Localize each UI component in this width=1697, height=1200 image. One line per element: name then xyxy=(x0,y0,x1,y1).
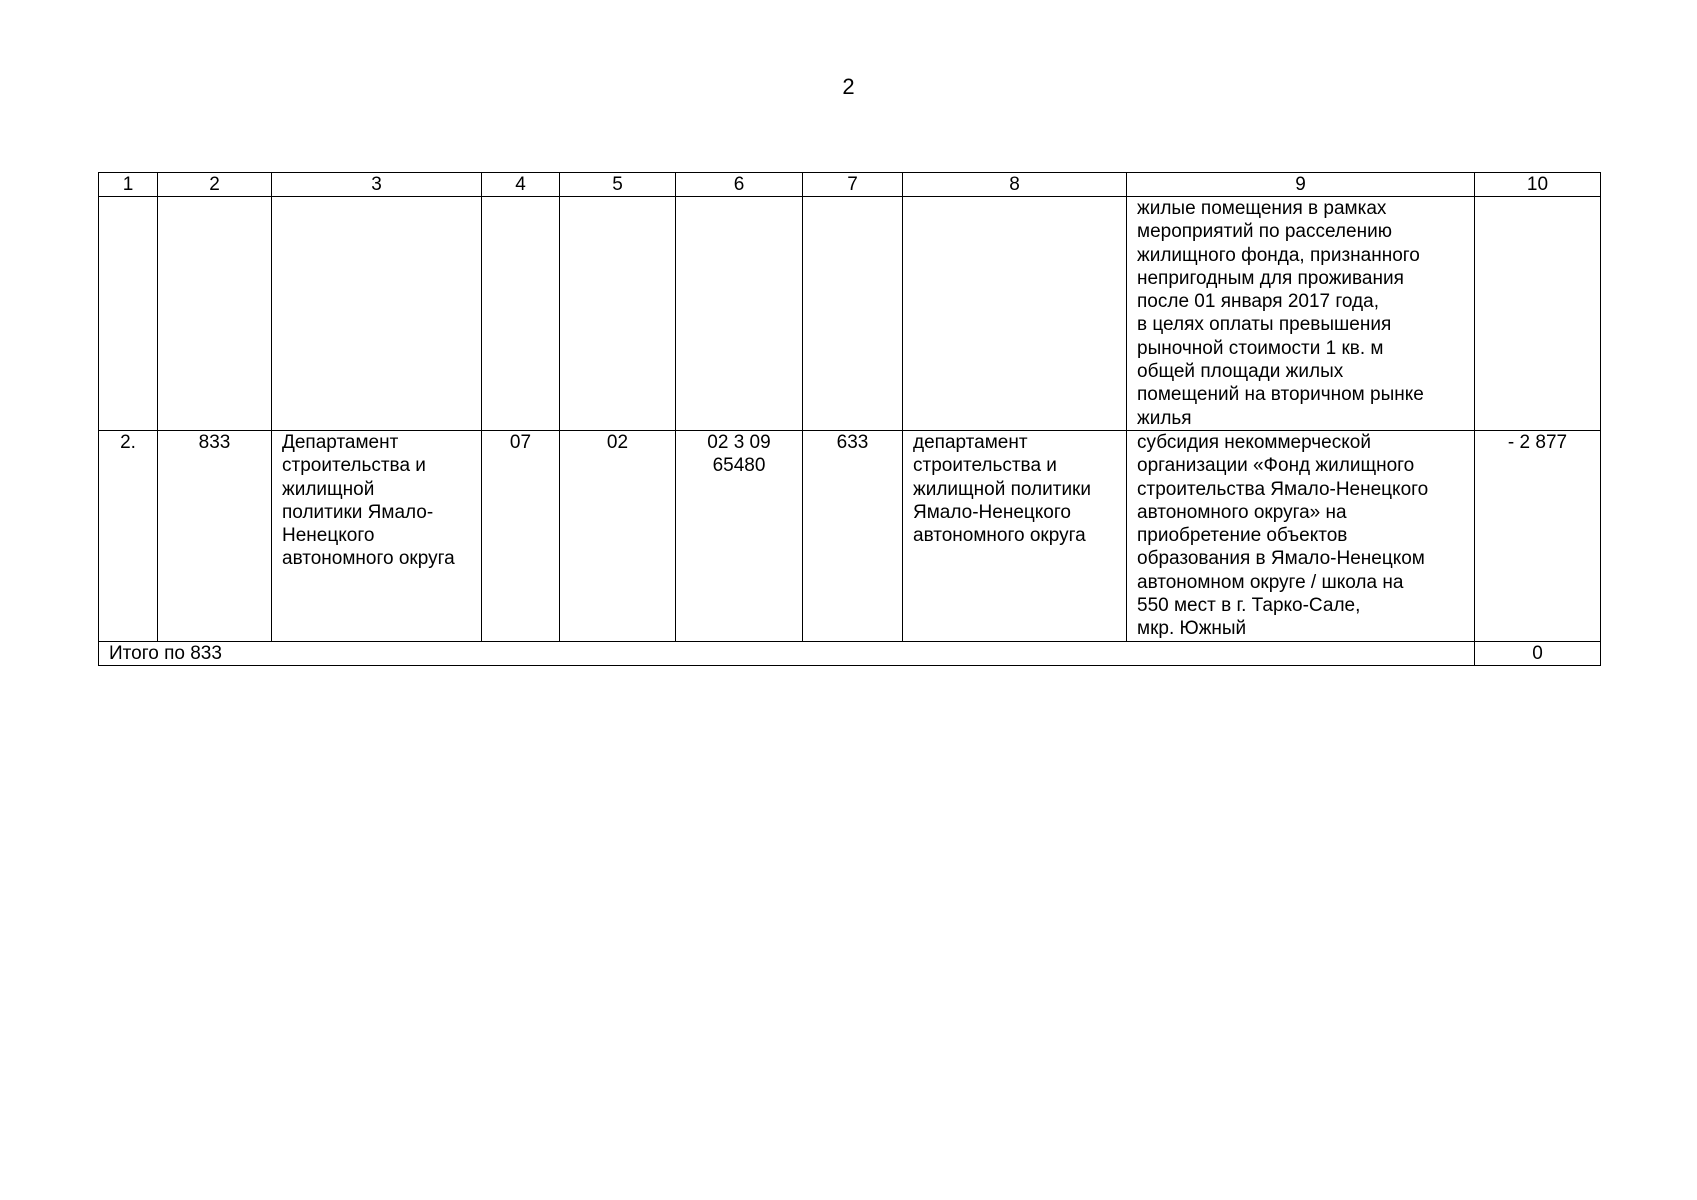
column-header-5: 5 xyxy=(560,173,676,197)
row-number-cell: 2. xyxy=(99,430,158,641)
total-row xyxy=(99,641,1601,665)
column-header-4: 4 xyxy=(482,173,560,197)
column-header-6: 6 xyxy=(676,173,803,197)
purpose-cell: субсидия некоммерческой организации «Фонд жилищного строительства Ямало-Ненецкого автономного округа» на приобретение объектов образования в Ямало-Ненецком автономном округе / школа на 550 мест в г. Тарко-Сале, мкр. Южный xyxy=(1127,430,1475,641)
empty-cell xyxy=(158,197,272,431)
department-cell: Департамент строительства и жилищной политики Ямало- Ненецкого автономного округа xyxy=(272,430,482,641)
page-number: 2 xyxy=(842,74,855,99)
total-label: Итого по 833 xyxy=(99,641,1475,665)
column-header-1: 1 xyxy=(99,173,158,197)
column-header-2: 2 xyxy=(158,173,272,197)
target-article-cell: 02 3 09 65480 xyxy=(676,430,803,641)
empty-cell xyxy=(482,197,560,431)
section-cell: 07 xyxy=(482,430,560,641)
empty-cell xyxy=(272,197,482,431)
recipient-cell: департамент строительства и жилищной политики Ямало-Ненецкого автономного округа xyxy=(903,430,1127,641)
purpose-continuation-cell: жилые помещения в рамках мероприятий по расселению жилищного фонда, признанного непригодным для проживания после 01 января 2017 года, в целях оплаты превышения рыночной стоимости 1 кв. м общей площади жилых помещений на вторичном рынке жилья xyxy=(1127,197,1475,431)
expense-type-cell: 633 xyxy=(803,430,903,641)
total-value: 0 xyxy=(1475,641,1601,665)
subsection-cell: 02 xyxy=(560,430,676,641)
empty-cell xyxy=(903,197,1127,431)
column-header-10: 10 xyxy=(1475,173,1601,197)
empty-cell xyxy=(803,197,903,431)
column-number-header-row xyxy=(99,173,1601,197)
code-cell: 833 xyxy=(158,430,272,641)
budget-changes-table xyxy=(98,172,1601,666)
empty-cell xyxy=(99,197,158,431)
column-header-8: 8 xyxy=(903,173,1127,197)
column-header-7: 7 xyxy=(803,173,903,197)
empty-cell xyxy=(1475,197,1601,431)
empty-cell xyxy=(676,197,803,431)
empty-cell xyxy=(560,197,676,431)
table-row xyxy=(99,430,1601,641)
table-row-continuation xyxy=(99,197,1601,431)
column-header-9: 9 xyxy=(1127,173,1475,197)
amount-cell: - 2 877 xyxy=(1475,430,1601,641)
column-header-3: 3 xyxy=(272,173,482,197)
